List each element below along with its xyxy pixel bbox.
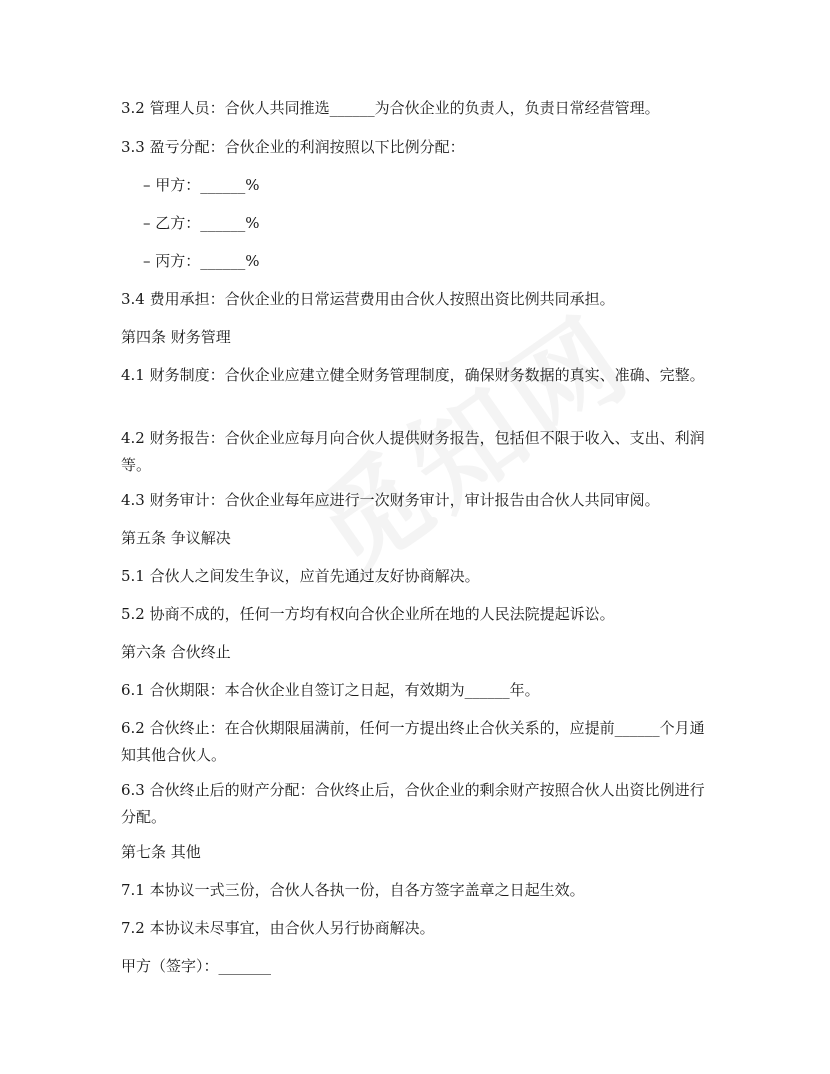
section-5-heading: 第五条 争议解决	[121, 529, 231, 547]
clause-4-1: 4.1 财务制度：合伙企业应建立健全财务管理制度，确保财务数据的真实、准确、完整。	[121, 366, 705, 384]
signature-party-a: 甲方（签字）：_______	[121, 957, 272, 975]
share-party-a: – 甲方：______%	[143, 176, 260, 194]
clause-4-3: 4.3 财务审计：合伙企业每年应进行一次财务审计，审计报告由合伙人共同审阅。	[121, 491, 660, 509]
clause-7-2: 7.2 本协议未尽事宜，由合伙人另行协商解决。	[121, 919, 435, 937]
section-4-heading: 第四条 财务管理	[121, 328, 231, 346]
share-party-c: – 丙方：______%	[143, 252, 260, 270]
clause-5-1: 5.1 合伙人之间发生争议，应首先通过友好协商解决。	[121, 567, 480, 585]
share-party-b: – 乙方：______%	[143, 214, 260, 232]
clause-7-1: 7.1 本协议一式三份，合伙人各执一份，自各方签字盖章之日起生效。	[121, 881, 585, 899]
clause-6-2: 6.2 合伙终止：在合伙期限届满前，任何一方提出终止合伙关系的，应提前______个月通知其他合伙人。	[121, 719, 705, 764]
clause-5-2: 5.2 协商不成的，任何一方均有权向合伙企业所在地的人民法院提起诉讼。	[121, 605, 615, 623]
clause-6-3: 6.3 合伙终止后的财产分配：合伙终止后，合伙企业的剩余财产按照合伙人出资比例进行分配。	[121, 781, 705, 826]
clause-3-2: 3.2 管理人员：合伙人共同推选______为合伙企业的负责人，负责日常经营管理。	[121, 99, 660, 117]
section-7-heading: 第七条 其他	[121, 843, 201, 861]
section-6-heading: 第六条 合伙终止	[121, 643, 231, 661]
clause-3-4: 3.4 费用承担：合伙企业的日常运营费用由合伙人按照出资比例共同承担。	[121, 290, 615, 308]
clause-3-3: 3.3 盈亏分配：合伙企业的利润按照以下比例分配：	[121, 138, 465, 156]
clause-6-1: 6.1 合伙期限：本合伙企业自签订之日起，有效期为______年。	[121, 681, 540, 699]
clause-4-2: 4.2 财务报告：合伙企业应每月向合伙人提供财务报告，包括但不限于收入、支出、利润等。	[121, 429, 705, 474]
